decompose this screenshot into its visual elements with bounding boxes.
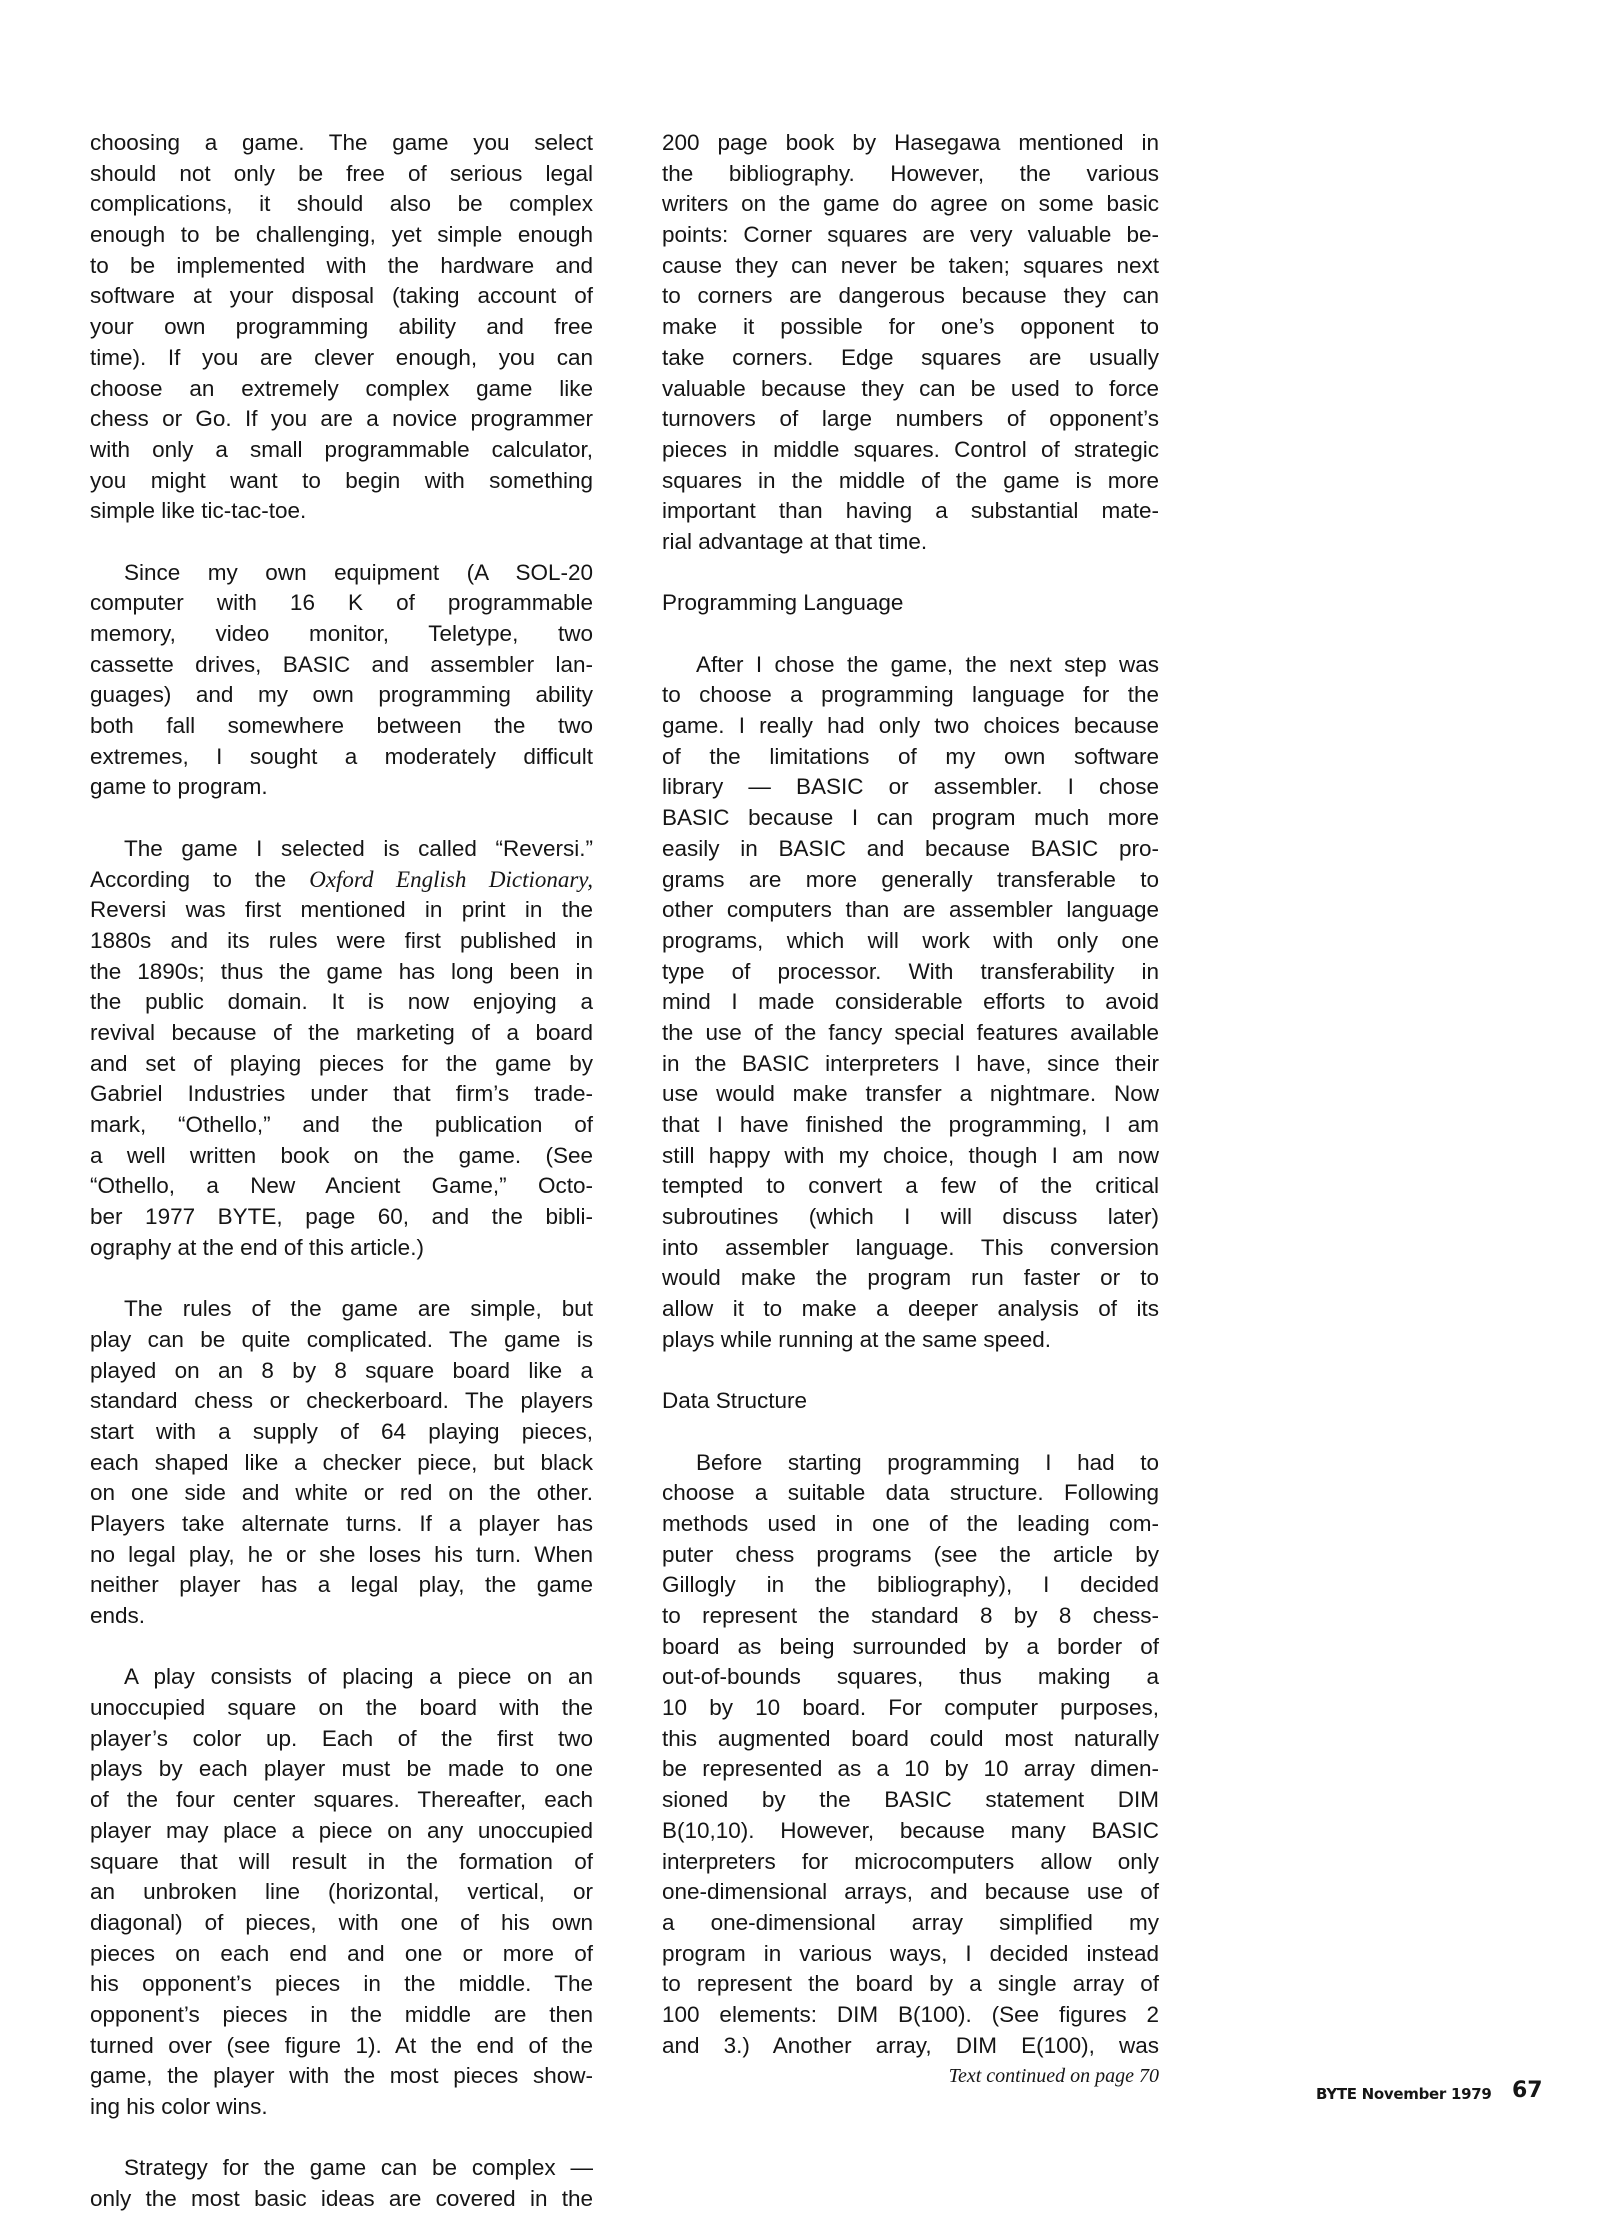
text-line: rial advantage at that time. <box>662 528 928 554</box>
text-line: tempted to convert a few of the critical <box>662 1173 1159 1199</box>
text-line: pieces on each end and one or more of <box>90 1940 593 1966</box>
paragraph <box>662 650 1159 1356</box>
text-line: standard chess or checkerboard. The players <box>90 1388 593 1414</box>
text-line: you might want to begin with something <box>90 467 593 493</box>
text-line: program in various ways, I decided instead <box>662 1940 1159 1966</box>
text-line: the 1890s; thus the game has long been in <box>90 958 593 984</box>
text-line: sioned by the BASIC statement DIM <box>662 1787 1159 1813</box>
text-line: puter chess programs (see the article by <box>662 1541 1159 1567</box>
text-line: to choose a programming language for the <box>662 682 1159 708</box>
text-line: choose a suitable data structure. Following <box>662 1480 1159 1506</box>
spacer <box>90 803 593 834</box>
text-line: still happy with my choice, though I am now <box>662 1142 1159 1168</box>
text-line: computer with 16 K of programmable <box>90 590 593 616</box>
text-line: neither player has a legal play, the game <box>90 1572 593 1598</box>
text-line: played on an 8 by 8 square board like a <box>90 1357 593 1383</box>
text-line: of the limitations of my own software <box>662 743 1159 769</box>
text-line: software at your disposal (taking account of <box>90 283 593 309</box>
text-line: 10 by 10 board. For computer purposes, <box>662 1695 1159 1721</box>
text-line: make it possible for one’s opponent to <box>662 314 1159 340</box>
text-line: BASIC because I can program much more <box>662 805 1159 831</box>
text-line: Strategy for the game can be complex — <box>124 2155 593 2181</box>
text-line: Players take alternate turns. If a player has <box>90 1510 593 1536</box>
text-line: revival because of the marketing of a board <box>90 1019 593 1045</box>
text-line: turnovers of large numbers of opponent’s <box>662 406 1159 432</box>
text-line: writers on the game do agree on some basic <box>662 191 1159 217</box>
text-line: squares in the middle of the game is more <box>662 467 1159 493</box>
paragraph <box>90 1294 593 1632</box>
text-line: start with a supply of 64 playing pieces, <box>90 1418 593 1444</box>
text-line: grams are more generally transferable to <box>662 866 1159 892</box>
text-line: points: Corner squares are very valuable be- <box>662 222 1159 248</box>
text-line: that I have finished the programming, I am <box>662 1112 1159 1137</box>
text-line: to corners are dangerous because they can <box>662 283 1159 309</box>
text-line: this augmented board could most naturally <box>662 1725 1159 1751</box>
paragraph <box>90 128 593 527</box>
text-line: an unbroken line (horizontal, vertical, or <box>90 1879 593 1905</box>
text-line: The game I selected is called “Reversi.” <box>124 835 593 861</box>
spacer <box>662 1356 1159 1387</box>
spacer <box>90 2123 593 2154</box>
text-column-left <box>90 128 593 2215</box>
text-line: and 3.) Another array, DIM E(100), was <box>662 2032 1159 2058</box>
text-line: turned over (see figure 1). At the end of the <box>90 2032 593 2058</box>
spacer <box>90 527 593 558</box>
text-line: a one-dimensional array simplified my <box>662 1909 1159 1935</box>
text-line: The rules of the game are simple, but <box>124 1296 593 1322</box>
text-line: ing his color wins. <box>90 2094 268 2119</box>
text-line: extremes, I sought a moderately difficult <box>90 743 593 769</box>
text-line: Before starting programming I had to <box>696 1449 1159 1475</box>
text-line: Reversi was first mentioned in print in the <box>90 897 593 923</box>
text-line: player may place a piece on any unoccupied <box>90 1817 593 1843</box>
text-line: mark, “Othello,” and the publication of <box>90 1112 593 1137</box>
text-line: easily in BASIC and because BASIC pro- <box>662 835 1159 861</box>
text-line: A play consists of placing a piece on an <box>124 1664 593 1690</box>
text-line: choose an extremely complex game like <box>90 375 593 401</box>
text-line: time). If you are clever enough, you can <box>90 344 593 370</box>
text-line: allow it to make a deeper analysis of its <box>662 1296 1159 1322</box>
text-line: take corners. Edge squares are usually <box>662 344 1159 370</box>
text-line: ography at the end of this article.) <box>90 1234 424 1260</box>
text-line: simple like tic-tac-toe. <box>90 498 307 524</box>
text-line: subroutines (which I will discuss later) <box>662 1204 1159 1230</box>
text-line: be represented as a 10 by 10 array dimen- <box>662 1756 1159 1782</box>
text-line: his opponent’s pieces in the middle. The <box>90 1971 593 1997</box>
text-line: only the most basic ideas are covered in the <box>90 2186 593 2212</box>
text-line: type of processor. With transferability in <box>662 958 1159 984</box>
text-line: “Othello, a New Ancient Game,” Octo- <box>90 1173 593 1199</box>
text-line: the use of the fancy special features available <box>662 1019 1159 1045</box>
text-line: guages) and my own programming ability <box>90 682 593 708</box>
text-line: a well written book on the game. (See <box>90 1142 593 1168</box>
text-line: interpreters for microcomputers allow only <box>662 1848 1159 1874</box>
text-line: would make the program run faster or to <box>662 1265 1159 1291</box>
text-line: diagonal) of pieces, with one of his own <box>90 1909 593 1935</box>
text-line: library — BASIC or assembler. I chose <box>662 774 1159 800</box>
text-line: ber 1977 BYTE, page 60, and the bibli- <box>90 1204 593 1230</box>
italic-title: Oxford English Dictionary, <box>309 866 593 892</box>
text-line: one-dimensional arrays, and because use of <box>662 1879 1159 1905</box>
text-line: with only a small programmable calculator, <box>90 436 593 462</box>
text-line: game. I really had only two choices because <box>662 713 1159 739</box>
page-footer <box>1316 2078 1543 2103</box>
text-line: important than having a substantial mate- <box>662 498 1159 524</box>
text-segment: According to the <box>90 866 310 892</box>
text-line: valuable because they can be used to force <box>662 375 1159 401</box>
text-line: the public domain. It is now enjoying a <box>90 989 593 1015</box>
text-line: ends. <box>90 1603 146 1628</box>
text-line: to be implemented with the hardware and <box>90 252 593 278</box>
magazine-issue: BYTE November 1979 <box>1316 2085 1492 2103</box>
text-line: to represent the board by a single array of <box>662 1971 1159 1997</box>
text-line: board as being surrounded by a border of <box>662 1633 1159 1659</box>
spacer <box>662 1417 1159 1448</box>
text-line: 1880s and its rules were first published in <box>90 927 593 953</box>
continued-note: Text continued on page 70 <box>948 2065 1159 2088</box>
spacer <box>90 1263 593 1294</box>
text-line: should not only be free of serious legal <box>90 160 593 186</box>
text-line: into assembler language. This conversion <box>662 1234 1159 1260</box>
text-line: to represent the standard 8 by 8 chess- <box>662 1603 1159 1628</box>
text-line: plays by each player must be made to one <box>90 1756 593 1782</box>
paragraph <box>662 128 1159 558</box>
text-line: on one side and white or red on the other. <box>90 1480 593 1506</box>
text-line: cassette drives, BASIC and assembler lan- <box>90 651 593 677</box>
paragraph <box>90 558 593 804</box>
text-line: memory, video monitor, Teletype, two <box>90 621 593 646</box>
spacer <box>90 1632 593 1663</box>
text-line <box>90 865 593 896</box>
text-line: game to program. <box>90 774 268 800</box>
paragraph <box>662 1448 1159 2062</box>
text-line: After I chose the game, the next step was <box>696 651 1159 677</box>
text-line: the bibliography. However, the various <box>662 160 1159 186</box>
text-line: programs, which will work with only one <box>662 927 1159 953</box>
spacer <box>662 619 1159 650</box>
text-line: and set of playing pieces for the game by <box>90 1050 593 1076</box>
text-line: game, the player with the most pieces show- <box>90 2063 593 2089</box>
text-line: pieces in middle squares. Control of strategic <box>662 436 1159 462</box>
paragraph <box>90 834 593 1264</box>
text-line: your own programming ability and free <box>90 314 593 340</box>
text-line: choosing a game. The game you select <box>90 130 593 155</box>
section-heading: Programming Language <box>662 590 904 616</box>
text-line: mind I made considerable efforts to avoid <box>662 989 1159 1015</box>
paragraph <box>90 2153 593 2214</box>
text-line: cause they can never be taken; squares next <box>662 252 1159 278</box>
text-line: square that will result in the formation of <box>90 1848 593 1874</box>
text-line: Gabriel Industries under that firm’s trade- <box>90 1081 593 1107</box>
spacer <box>662 558 1159 589</box>
text-line: use would make transfer a nightmare. Now <box>662 1081 1159 1107</box>
text-column-right <box>662 128 1159 2092</box>
text-line: out-of-bounds squares, thus making a <box>662 1664 1159 1690</box>
text-line: no legal play, he or she loses his turn. When <box>90 1541 593 1567</box>
page-number: 67 <box>1512 2078 1543 2103</box>
text-line: methods used in one of the leading com- <box>662 1510 1159 1536</box>
text-line: Since my own equipment (A SOL-20 <box>124 559 593 585</box>
text-line: Gillogly in the bibliography), I decided <box>662 1572 1159 1598</box>
section-heading: Data Structure <box>662 1388 808 1414</box>
text-line: enough to be challenging, yet simple enough <box>90 222 593 248</box>
text-line: each shaped like a checker piece, but black <box>90 1449 593 1475</box>
text-line: B(10,10). However, because many BASIC <box>662 1817 1159 1843</box>
paragraph <box>90 1662 593 2122</box>
text-line: 100 elements: DIM B(100). (See figures 2 <box>662 2001 1159 2027</box>
text-line: unoccupied square on the board with the <box>90 1695 593 1721</box>
text-line: both fall somewhere between the two <box>90 713 593 739</box>
text-line: complications, it should also be complex <box>90 191 593 217</box>
text-line: of the four center squares. Thereafter, each <box>90 1787 593 1813</box>
text-line: other computers than are assembler language <box>662 897 1159 923</box>
text-line: play can be quite complicated. The game is <box>90 1326 593 1352</box>
text-line: chess or Go. If you are a novice programmer <box>90 406 593 432</box>
text-line: plays while running at the same speed. <box>662 1326 1051 1352</box>
text-line: in the BASIC interpreters I have, since their <box>662 1050 1159 1076</box>
text-line: 200 page book by Hasegawa mentioned in <box>662 130 1159 155</box>
text-line: player’s color up. Each of the first two <box>90 1725 593 1751</box>
text-line: opponent’s pieces in the middle are then <box>90 2001 593 2027</box>
